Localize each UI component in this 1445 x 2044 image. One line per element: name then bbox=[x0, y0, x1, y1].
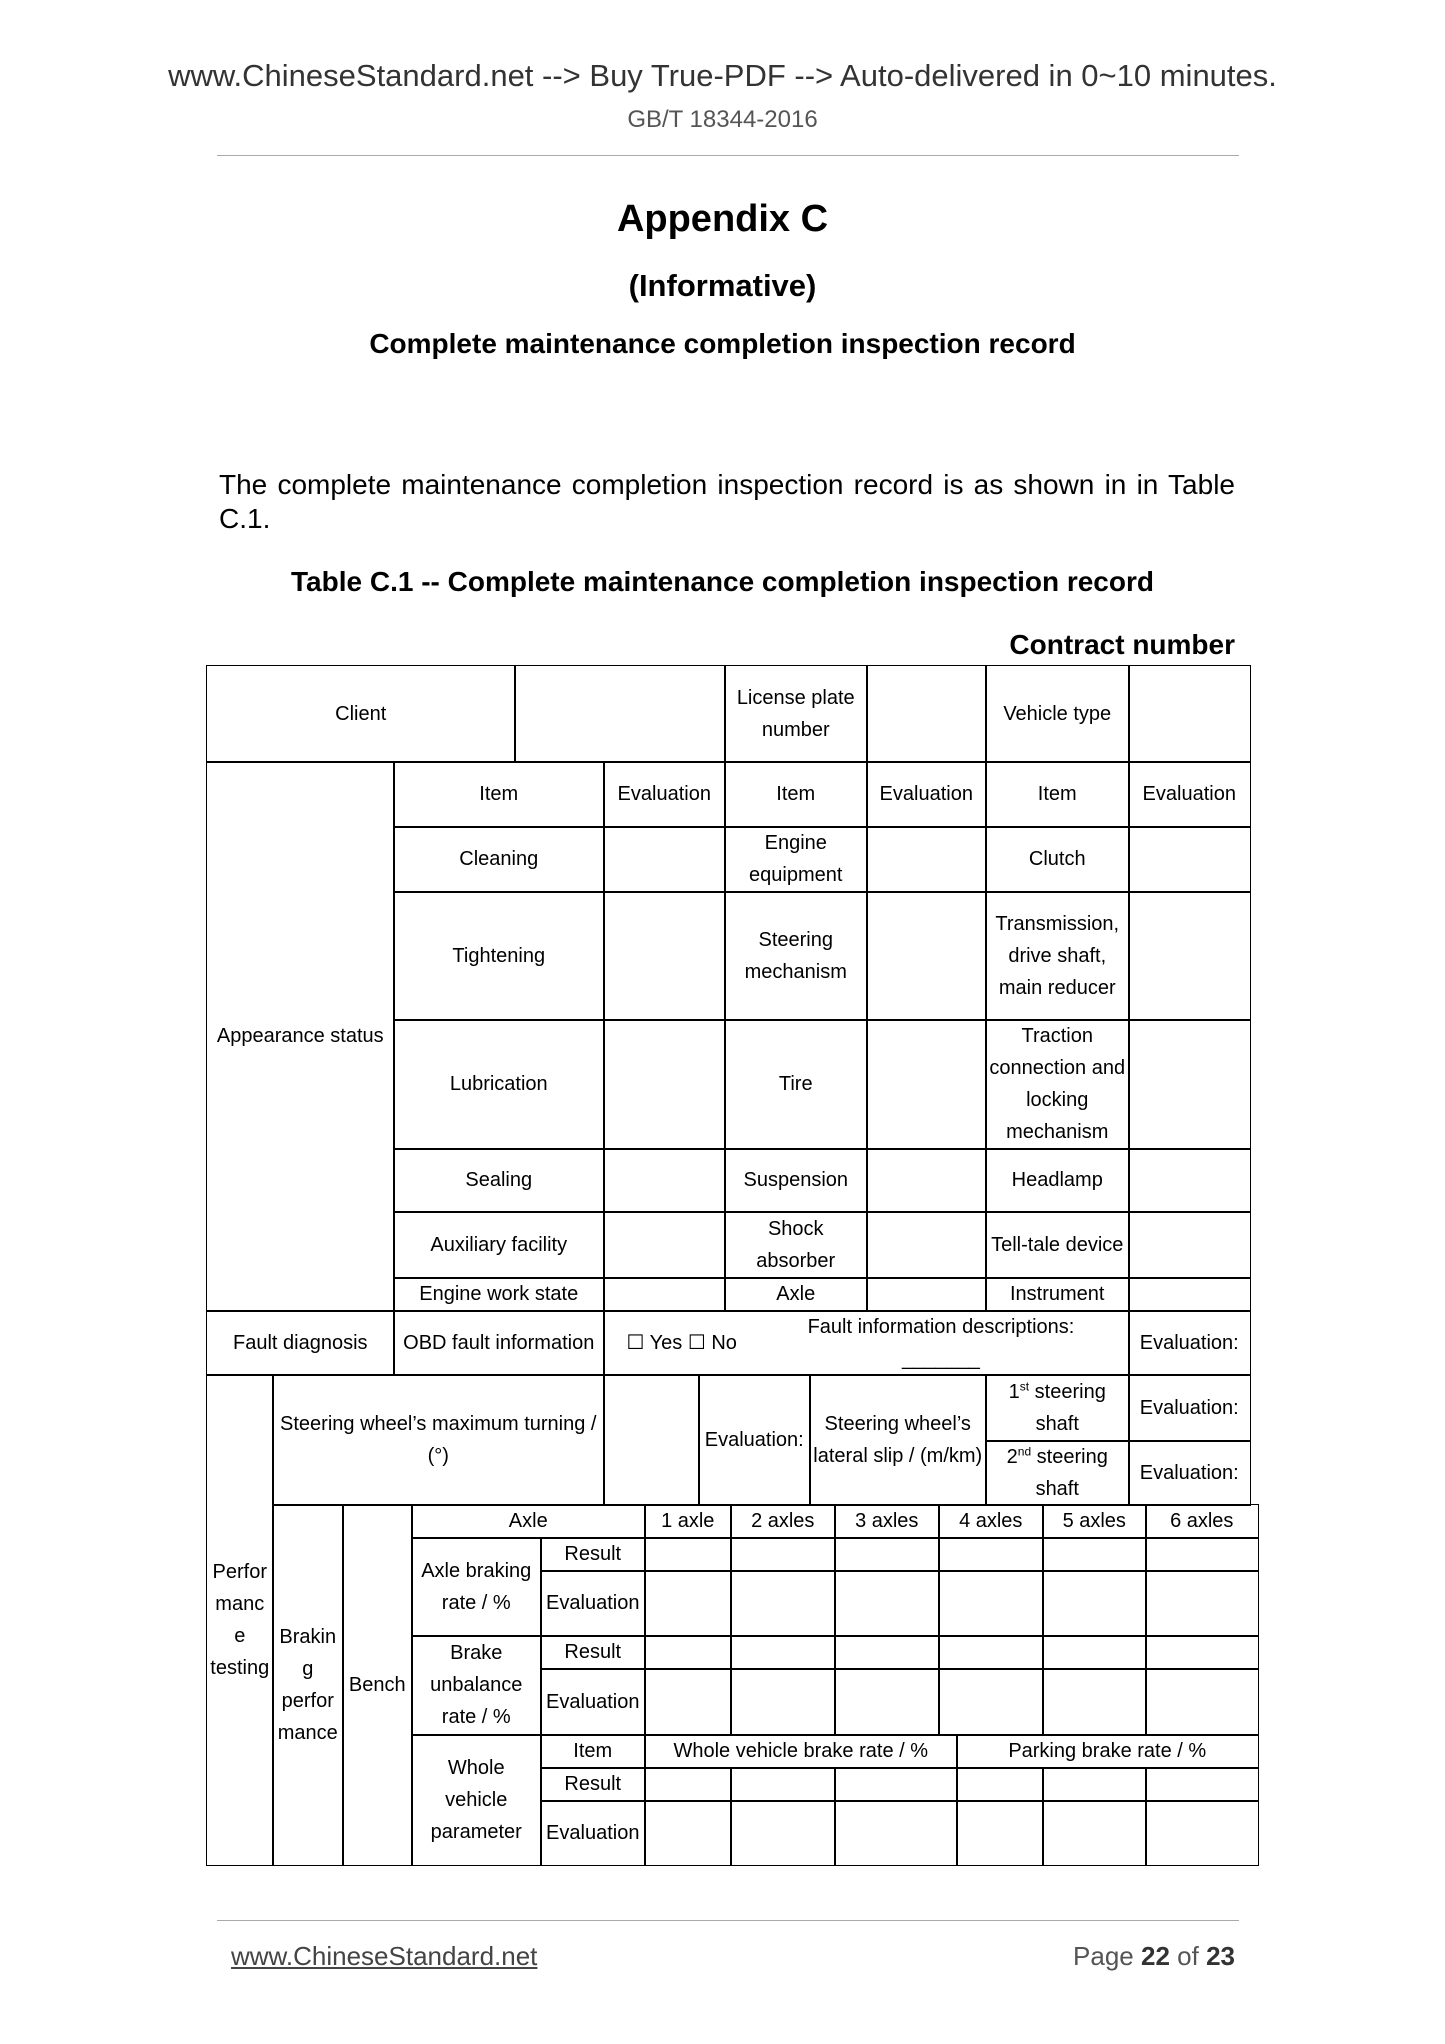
evaluation-cell bbox=[956, 1800, 1044, 1866]
evaluation-header: Evaluation bbox=[1128, 761, 1251, 828]
table-title: Table C.1 -- Complete maintenance completion inspection record bbox=[291, 566, 1154, 597]
evaluation-cell bbox=[1145, 1800, 1259, 1866]
result-cell bbox=[730, 1767, 836, 1802]
fault-evaluation: Evaluation: bbox=[1128, 1310, 1251, 1376]
result-label: Result bbox=[540, 1635, 646, 1670]
evaluation-label: Evaluation bbox=[540, 1800, 646, 1866]
evaluation-header: Evaluation bbox=[866, 761, 987, 828]
axle-column-header: 3 axles bbox=[834, 1504, 940, 1539]
evaluation-cell bbox=[644, 1668, 732, 1736]
result-cell bbox=[1145, 1767, 1259, 1802]
vehicle-type-label: Vehicle type bbox=[985, 665, 1130, 763]
evaluation-cell bbox=[1145, 1570, 1259, 1637]
shaft1-label bbox=[985, 1374, 1130, 1442]
result-cell bbox=[1042, 1635, 1147, 1670]
page-label: Page bbox=[1073, 1941, 1134, 1971]
evaluation-cell bbox=[1145, 1668, 1259, 1736]
parking-brake-header: Parking brake rate / % bbox=[956, 1734, 1259, 1769]
shaft2-evaluation: Evaluation: bbox=[1128, 1440, 1251, 1506]
shaft-text: steering shaft bbox=[1031, 1445, 1108, 1500]
item-header: Item bbox=[724, 761, 868, 828]
header-divider bbox=[217, 155, 1239, 156]
axle-column-header: 2 axles bbox=[730, 1504, 836, 1539]
footer-link[interactable]: www.ChineseStandard.net bbox=[231, 1941, 538, 1971]
lateral-slip-label: Steering wheel’s lateral slip / (m/km) bbox=[809, 1374, 987, 1506]
obd-yes-no-options[interactable]: ☐ Yes ☐ No bbox=[626, 1331, 737, 1354]
evaluation-cell bbox=[834, 1800, 958, 1866]
axle-column-header: 1 axle bbox=[644, 1504, 732, 1539]
result-cell bbox=[834, 1767, 958, 1802]
appearance-item: Tightening bbox=[393, 891, 605, 1021]
evaluation-cell bbox=[1128, 826, 1251, 893]
page-number: 22 bbox=[1141, 1941, 1170, 1971]
evaluation-cell bbox=[1128, 1211, 1251, 1279]
braking-label: Braking performance bbox=[272, 1504, 344, 1866]
evaluation-label: Evaluation bbox=[540, 1668, 646, 1736]
item-label: Item bbox=[540, 1734, 646, 1769]
result-cell bbox=[1042, 1537, 1147, 1572]
fault-info-label: Fault information descriptions: _______ bbox=[807, 1315, 1075, 1370]
appearance-item: Sealing bbox=[393, 1148, 605, 1213]
evaluation-cell bbox=[730, 1570, 836, 1637]
result-cell bbox=[1145, 1635, 1259, 1670]
appearance-item: Tire bbox=[724, 1019, 868, 1150]
ordinal-suffix: st bbox=[1019, 1379, 1030, 1394]
intro-paragraph: The complete maintenance completion inspection record is as shown in in Table C.1. bbox=[219, 469, 1235, 534]
evaluation-label: Evaluation bbox=[540, 1570, 646, 1637]
obd-label: OBD fault information bbox=[393, 1310, 605, 1376]
result-cell bbox=[644, 1635, 732, 1670]
standard-number: GB/T 18344-2016 bbox=[627, 106, 818, 133]
result-cell bbox=[956, 1767, 1044, 1802]
evaluation-cell bbox=[866, 826, 987, 893]
result-cell bbox=[834, 1635, 940, 1670]
whole-brake-header: Whole vehicle brake rate / % bbox=[644, 1734, 958, 1769]
evaluation-cell bbox=[730, 1800, 836, 1866]
evaluation-cell bbox=[1042, 1668, 1147, 1736]
site-banner: www.ChineseStandard.net --> Buy True-PDF --> Auto-delivered in 0~10 minutes. bbox=[168, 58, 1277, 93]
shaft-text: steering shaft bbox=[1029, 1380, 1106, 1435]
appearance-item: Tell-tale device bbox=[985, 1211, 1130, 1279]
fault-diagnosis-label: Fault diagnosis bbox=[206, 1310, 395, 1376]
appearance-item: Engine work state bbox=[393, 1277, 605, 1312]
brake-unbalance-label: Brake unbalance rate / % bbox=[411, 1635, 542, 1736]
result-cell bbox=[730, 1635, 836, 1670]
appearance-item: Transmission, drive shaft, main reducer bbox=[985, 891, 1130, 1021]
evaluation-cell bbox=[866, 1019, 987, 1150]
evaluation-cell bbox=[603, 1277, 726, 1312]
ordinal-number: 2 bbox=[1006, 1445, 1018, 1468]
result-cell bbox=[644, 1767, 732, 1802]
page-total: 23 bbox=[1206, 1941, 1235, 1971]
appendix-heading: Complete maintenance completion inspection record bbox=[369, 328, 1076, 359]
evaluation-cell bbox=[1042, 1570, 1147, 1637]
evaluation-cell bbox=[866, 1211, 987, 1279]
evaluation-cell bbox=[1128, 1277, 1251, 1312]
evaluation-cell bbox=[1128, 891, 1251, 1021]
appearance-item: Traction connection and locking mechanism bbox=[985, 1019, 1130, 1150]
evaluation-cell bbox=[866, 1148, 987, 1213]
performance-label: Performance testing bbox=[206, 1374, 274, 1866]
shaft2-label bbox=[985, 1440, 1130, 1506]
appearance-item: Lubrication bbox=[393, 1019, 605, 1150]
evaluation-cell bbox=[644, 1570, 732, 1637]
evaluation-cell bbox=[866, 1277, 987, 1312]
shaft1-text bbox=[989, 1376, 1126, 1440]
evaluation-cell bbox=[603, 826, 726, 893]
page-indicator bbox=[1073, 1941, 1235, 1972]
appearance-item: Shock absorber bbox=[724, 1211, 868, 1279]
evaluation-cell bbox=[938, 1570, 1044, 1637]
evaluation-cell bbox=[603, 1211, 726, 1279]
footer-divider bbox=[217, 1920, 1239, 1921]
appearance-item: Headlamp bbox=[985, 1148, 1130, 1213]
appearance-item: Suspension bbox=[724, 1148, 868, 1213]
evaluation-cell bbox=[1042, 1800, 1147, 1866]
evaluation-cell bbox=[603, 1148, 726, 1213]
result-cell bbox=[1042, 1767, 1147, 1802]
axle-column-header: 6 axles bbox=[1145, 1504, 1259, 1539]
result-label: Result bbox=[540, 1767, 646, 1802]
appearance-item: Clutch bbox=[985, 826, 1130, 893]
item-header: Item bbox=[393, 761, 605, 828]
appearance-item: Axle bbox=[724, 1277, 868, 1312]
evaluation-cell bbox=[834, 1570, 940, 1637]
client-label: Client bbox=[206, 665, 516, 763]
vehicle-type-value bbox=[1128, 665, 1251, 763]
result-cell bbox=[730, 1537, 836, 1572]
appearance-item: Instrument bbox=[985, 1277, 1130, 1312]
steering-max-label: Steering wheel’s maximum turning / (°) bbox=[272, 1374, 605, 1506]
axle-column-header: 4 axles bbox=[938, 1504, 1044, 1539]
evaluation-cell bbox=[730, 1668, 836, 1736]
evaluation-cell bbox=[603, 891, 726, 1021]
bench-label: Bench bbox=[342, 1504, 413, 1866]
whole-vehicle-label: Whole vehicle parameter bbox=[411, 1734, 542, 1866]
steering-max-evaluation: Evaluation: bbox=[698, 1374, 811, 1506]
fault-info-cell bbox=[603, 1310, 1130, 1376]
appearance-item: Engine equipment bbox=[724, 826, 868, 893]
appearance-item: Steering mechanism bbox=[724, 891, 868, 1021]
result-cell bbox=[938, 1635, 1044, 1670]
axle-header: Axle bbox=[411, 1504, 646, 1539]
appearance-item: Cleaning bbox=[393, 826, 605, 893]
steering-max-value bbox=[603, 1374, 700, 1506]
evaluation-cell bbox=[834, 1668, 940, 1736]
evaluation-cell bbox=[644, 1800, 732, 1866]
item-header: Item bbox=[985, 761, 1130, 828]
result-cell bbox=[834, 1537, 940, 1572]
shaft1-evaluation: Evaluation: bbox=[1128, 1374, 1251, 1442]
evaluation-header: Evaluation bbox=[603, 761, 726, 828]
evaluation-cell bbox=[1128, 1148, 1251, 1213]
license-value bbox=[866, 665, 987, 763]
evaluation-cell bbox=[603, 1019, 726, 1150]
evaluation-cell bbox=[938, 1668, 1044, 1736]
contract-number-label: Contract number bbox=[1009, 629, 1235, 660]
client-value bbox=[514, 665, 726, 763]
axle-column-header: 5 axles bbox=[1042, 1504, 1147, 1539]
license-label: License plate number bbox=[724, 665, 868, 763]
ordinal-number: 1 bbox=[1008, 1380, 1020, 1403]
evaluation-cell bbox=[1128, 1019, 1251, 1150]
appearance-item: Auxiliary facility bbox=[393, 1211, 605, 1279]
result-cell bbox=[644, 1537, 732, 1572]
ordinal-suffix: nd bbox=[1017, 1444, 1032, 1459]
axle-braking-label: Axle braking rate / % bbox=[411, 1537, 542, 1637]
result-cell bbox=[1145, 1537, 1259, 1572]
evaluation-cell bbox=[866, 891, 987, 1021]
result-cell bbox=[938, 1537, 1044, 1572]
result-label: Result bbox=[540, 1537, 646, 1572]
appearance-label: Appearance status bbox=[206, 761, 395, 1312]
shaft2-text bbox=[989, 1441, 1126, 1505]
appendix-subtitle: (Informative) bbox=[628, 268, 817, 303]
of-label: of bbox=[1177, 1941, 1199, 1971]
appendix-title: Appendix C bbox=[616, 198, 829, 240]
